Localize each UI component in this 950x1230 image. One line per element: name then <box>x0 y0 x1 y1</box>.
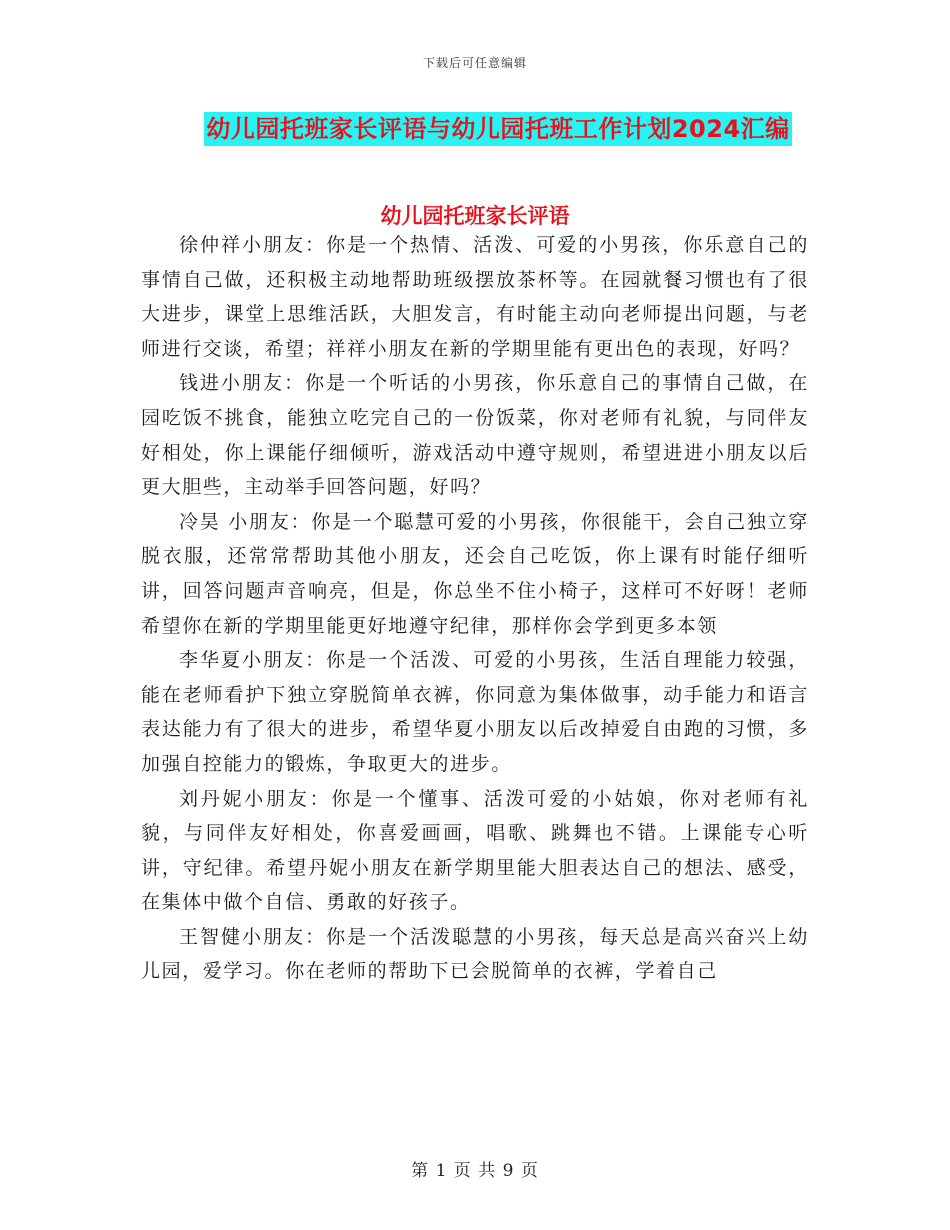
paragraph: 冷昊 小朋友：你是一个聪慧可爱的小男孩，你很能干，会自己独立穿脱衣服，还常常帮助其他小朋友，还会自己吃饭，你上课有时能仔细听讲，回答问题声音响亮，但是，你总坐不住小椅子，这样可不好呀！老师希望你在新的学期里能更好地遵守纪律，那样你会学到更多本领 <box>141 510 809 637</box>
page-header-note: 下载后可任意编辑 <box>422 56 527 70</box>
paragraph: 钱进小朋友：你是一个听话的小男孩，你乐意自己的事情自己做，在园吃饭不挑食，能独立吃完自己的一份饭菜，你对老师有礼貌，与同伴友好相处，你上课能仔细倾听，游戏活动中遵守规则，希望进进小朋友以后更大胆些，主动举手回答问题，好吗？ <box>141 372 809 499</box>
document-body <box>141 228 809 989</box>
section-title: 幼儿园托班家长评语 <box>380 203 570 228</box>
document-title: 幼儿园托班家长评语与幼儿园托班工作计划2024汇编 <box>204 112 791 146</box>
document-title-container <box>0 112 950 146</box>
page-number: 第 1 页 共 9 页 <box>411 1161 539 1181</box>
paragraph: 李华夏小朋友：你是一个活泼、可爱的小男孩，生活自理能力较强，能在老师看护下独立穿脱简单衣裤，你同意为集体做事，动手能力和语言表达能力有了很大的进步，希望华夏小朋友以后改掉爱自由跑的习惯，多加强自控能力的锻炼，争取更大的进步。 <box>141 649 809 775</box>
paragraph: 王智健小朋友：你是一个活泼聪慧的小男孩，每天总是高兴奋兴上幼儿园，爱学习。你在老师的帮助下已会脱简单的衣裤，学着自己 <box>141 925 809 983</box>
paragraph: 徐仲祥小朋友：你是一个热情、活泼、可爱的小男孩，你乐意自己的事情自己做，还积极主动地帮助班级摆放茶杯等。在园就餐习惯也有了很大进步，课堂上思维活跃，大胆发言，有时能主动向老师提出问题，与老师进行交谈，希望；祥祥小朋友在新的学期里能有更出色的表现，好吗？ <box>141 234 809 360</box>
paragraph: 刘丹妮小朋友：你是一个懂事、活泼可爱的小姑娘，你对老师有礼貌，与同伴友好相处，你喜爱画画，唱歌、跳舞也不错。上课能专心听讲，守纪律。希望丹妮小朋友在新学期里能大胆表达自己的想法、感受，在集体中做个自信、勇敢的好孩子。 <box>141 787 809 914</box>
